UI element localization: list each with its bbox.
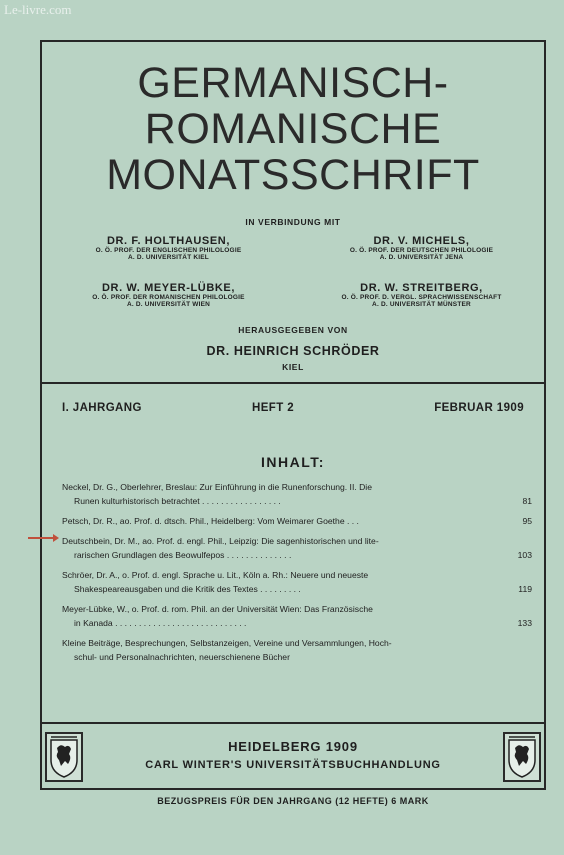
editor-role: O. Ö. PROF. DER DEUTSCHEN PHILOLOGIE (349, 247, 494, 254)
toc-entry (62, 568, 532, 596)
toc-entry (62, 602, 532, 630)
toc-page-number: 103 (517, 550, 532, 560)
editor-affiliation: A. D. UNIVERSITÄT JENA (379, 254, 464, 261)
title-line-1: GERMANISCH- (137, 59, 449, 107)
editor-role: O. Ö. PROF. DER ENGLISCHEN PHILOLOGIE (95, 247, 242, 254)
editor-name: DR. W. MEYER-LÜBKE, (101, 282, 235, 294)
toc-line: in Kanada . . . . . . . . . . . . . . . . . . . . . . . . . . . . (74, 618, 247, 628)
herausgegeben-label: HERAUSGEGEBEN VON (238, 325, 348, 335)
editor-meyer-luebke (42, 282, 295, 308)
toc-entry (62, 480, 532, 508)
volume-label: I. JAHRGANG (62, 402, 142, 414)
editor-michels (295, 235, 548, 261)
editor-affiliation: A. D. UNIVERSITÄT KIEL (128, 254, 209, 261)
toc-line: Petsch, Dr. R., ao. Prof. d. dtsch. Phil., Heidelberg: Vom Weimarer Goethe . . . (62, 516, 359, 526)
editor-role: O. Ö. PROF. DER ROMANISCHEN PHILOLOGIE (92, 294, 245, 301)
toc-entry (62, 636, 532, 664)
toc-line: rarischen Grundlagen des Beowulfepos . . . . . . . . . . . . . . (74, 550, 292, 560)
title-line-2: ROMANISCHE (144, 105, 442, 153)
annotation-arrow-icon (28, 537, 54, 539)
imprint-publisher: CARL WINTER'S UNIVERSITÄTSBUCHHANDLUNG (145, 759, 441, 771)
journal-title (42, 60, 544, 198)
editor-affiliation: A. D. UNIVERSITÄT MÜNSTER (372, 301, 471, 308)
main-editor-name: DR. HEINRICH SCHRÖDER (206, 344, 380, 358)
divider-bottom (42, 722, 544, 724)
toc-line: Meyer-Lübke, W., o. Prof. d. rom. Phil. an der Universität Wien: Das Französische (62, 604, 373, 614)
toc-line: Runen kulturhistorisch betrachtet . . . . . . . . . . . . . . . . . (74, 496, 281, 506)
issue-date: FEBRUAR 1909 (434, 402, 524, 414)
editor-role: O. Ö. PROF. D. VERGL. SPRACHWISSENSCHAFT (341, 294, 502, 301)
toc-heading: INHALT: (261, 454, 325, 470)
editor-name: DR. V. MICHELS, (373, 235, 470, 247)
editor-name: DR. W. STREITBERG, (360, 282, 483, 294)
watermark: Le-livre.com (4, 2, 72, 17)
issue-number: HEFT 2 (252, 402, 295, 414)
toc-line: Deutschbein, Dr. M., ao. Prof. d. engl. Phil., Leipzig: Die sagenhistorischen und lite- (62, 536, 379, 546)
toc-entry (62, 534, 532, 562)
editor-name: DR. F. HOLTHAUSEN, (106, 235, 231, 247)
toc-page-number: 95 (522, 516, 532, 526)
in-verbindung-label: IN VERBINDUNG MIT (245, 217, 341, 227)
cover-frame (40, 40, 546, 790)
editor-affiliation: A. D. UNIVERSITÄT WIEN (126, 301, 211, 308)
toc-line: Shakespeareausgaben und die Kritik des Textes . . . . . . . . . (74, 584, 301, 594)
toc-line: Schröer, Dr. A., o. Prof. d. engl. Sprache u. Lit., Köln a. Rh.: Neuere und neueste (62, 570, 369, 580)
toc-page-number: 81 (522, 496, 532, 506)
toc-page-number: 119 (518, 584, 532, 594)
editor-holthausen (42, 235, 295, 261)
subscription-price: BEZUGSPREIS FÜR DEN JAHRGANG (12 HEFTE) 6 MARK (157, 796, 429, 806)
toc-line: Neckel, Dr. G., Oberlehrer, Breslau: Zur Einführung in die Runenforschung. II. Die (62, 482, 372, 492)
title-line-3: MONATSSCHRIFT (106, 151, 480, 199)
toc-page-number: 133 (517, 618, 532, 628)
main-editor-city: KIEL (282, 362, 304, 372)
table-of-contents (62, 480, 532, 664)
toc-entry (62, 514, 532, 528)
toc-line: Kleine Beiträge, Besprechungen, Selbstanzeigen, Vereine und Versammlungen, Hoch- (62, 638, 392, 648)
toc-line: schul- und Personalnachrichten, neuerschienene Bücher (74, 652, 290, 662)
imprint-city-year: HEIDELBERG 1909 (228, 739, 358, 754)
divider-top (42, 382, 544, 384)
editor-streitberg (295, 282, 548, 308)
